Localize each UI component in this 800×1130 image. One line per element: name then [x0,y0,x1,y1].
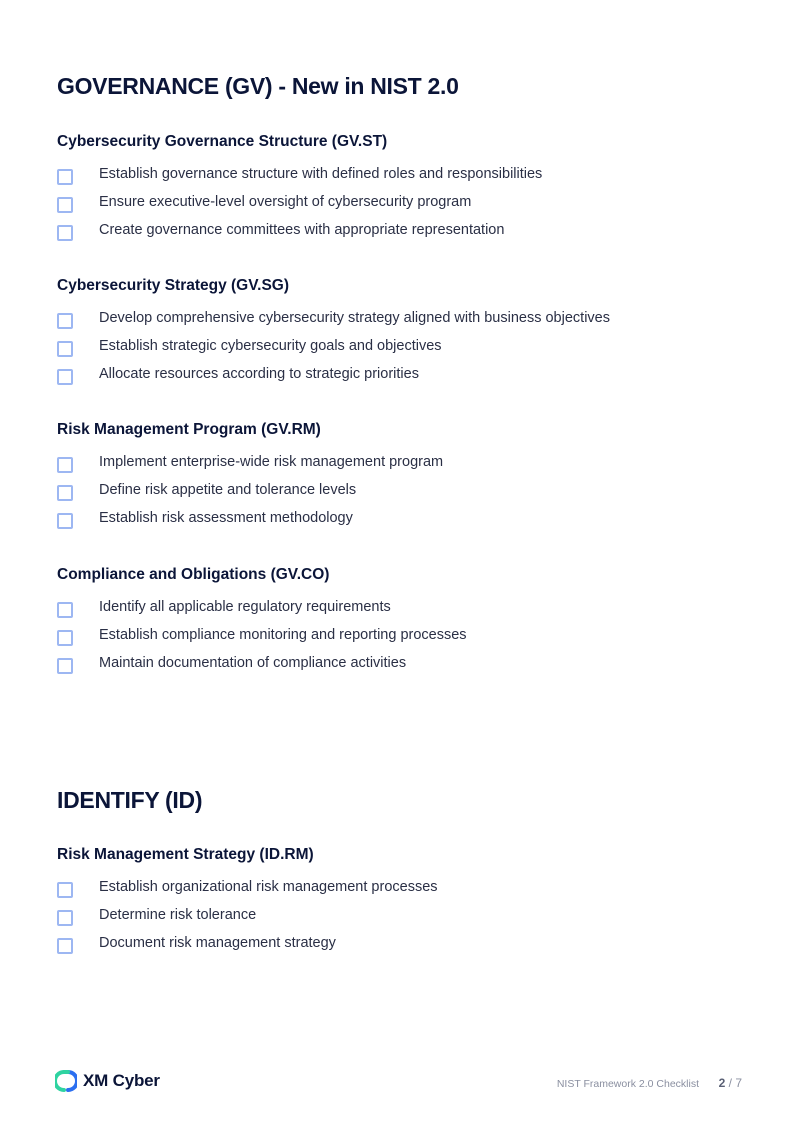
page-number [719,1076,742,1090]
checklist-item[interactable] [57,364,757,392]
checklist-item[interactable] [57,905,757,933]
checklist-item-label: Maintain documentation of compliance activities [99,655,407,671]
footer-logo [55,1070,160,1092]
checklist-item-label: Define risk appetite and tolerance levels [99,482,357,498]
checklist-item-label: Implement enterprise-wide risk management program [99,454,444,470]
checkbox[interactable] [57,938,73,954]
checklist-item-label: Create governance committees with appropriate representation [99,222,505,238]
page-separator: / [728,1076,732,1090]
checklist-item[interactable] [57,480,757,508]
checkbox[interactable] [57,169,73,185]
subsection-gv-rm [57,420,757,536]
subsection-title: Cybersecurity Governance Structure (GV.ST) [57,133,388,150]
checkbox[interactable] [57,658,73,674]
checklist-item[interactable] [57,933,757,961]
section-governance [57,72,757,100]
xm-cyber-logo-icon [55,1070,77,1092]
subsection-title: Cybersecurity Strategy (GV.SG) [57,277,290,294]
checklist-item[interactable] [57,508,757,536]
checkbox[interactable] [57,602,73,618]
checklist-item[interactable] [57,625,757,653]
checklist-item-label: Identify all applicable regulatory requirements [99,599,391,615]
subsection-title: Risk Management Program (GV.RM) [57,421,321,438]
checkbox[interactable] [57,910,73,926]
checklist-item-label: Document risk management strategy [99,935,336,951]
subsection-title: Compliance and Obligations (GV.CO) [57,566,330,583]
checklist-item-label: Develop comprehensive cybersecurity strategy aligned with business objectives [99,310,610,326]
checklist-item-label: Ensure executive-level oversight of cybersecurity program [99,194,472,210]
checklist-item-label: Establish governance structure with defined roles and responsibilities [99,166,543,182]
subsection-gv-st [57,132,757,248]
checkbox[interactable] [57,313,73,329]
checklist-item-label: Establish strategic cybersecurity goals and objectives [99,338,442,354]
subsection-id-rm [57,845,757,961]
subsection-gv-sg [57,276,757,392]
checkbox[interactable] [57,457,73,473]
checkbox[interactable] [57,882,73,898]
checkbox[interactable] [57,513,73,529]
page-current: 2 [718,1076,726,1090]
checkbox[interactable] [57,197,73,213]
checklist-item-label: Allocate resources according to strategic priorities [99,366,419,382]
checklist-item-label: Determine risk tolerance [99,907,257,923]
subsection-gv-co [57,565,757,681]
checkbox[interactable] [57,485,73,501]
checkbox[interactable] [57,225,73,241]
checklist-item[interactable] [57,308,757,336]
checkbox[interactable] [57,341,73,357]
checkbox[interactable] [57,630,73,646]
footer-document-title: NIST Framework 2.0 Checklist [556,1078,699,1090]
section-title: GOVERNANCE (GV) - New in NIST 2.0 [57,73,459,99]
checklist-item[interactable] [57,653,757,681]
checklist-item[interactable] [57,336,757,364]
logo-text: XM Cyber [83,1071,160,1090]
checklist-item[interactable] [57,192,757,220]
checklist-item-label: Establish risk assessment methodology [99,510,353,526]
checklist-item[interactable] [57,452,757,480]
checkbox[interactable] [57,369,73,385]
subsection-title: Risk Management Strategy (ID.RM) [57,846,314,863]
checklist-item-label: Establish organizational risk management processes [99,879,438,895]
section-title: IDENTIFY (ID) [57,787,203,813]
checklist-item[interactable] [57,164,757,192]
checklist-item[interactable] [57,597,757,625]
checklist-item-label: Establish compliance monitoring and reporting processes [99,627,467,643]
checklist-item[interactable] [57,220,757,248]
section-identify [57,786,757,814]
checklist-item[interactable] [57,877,757,905]
page-total: 7 [735,1076,742,1090]
